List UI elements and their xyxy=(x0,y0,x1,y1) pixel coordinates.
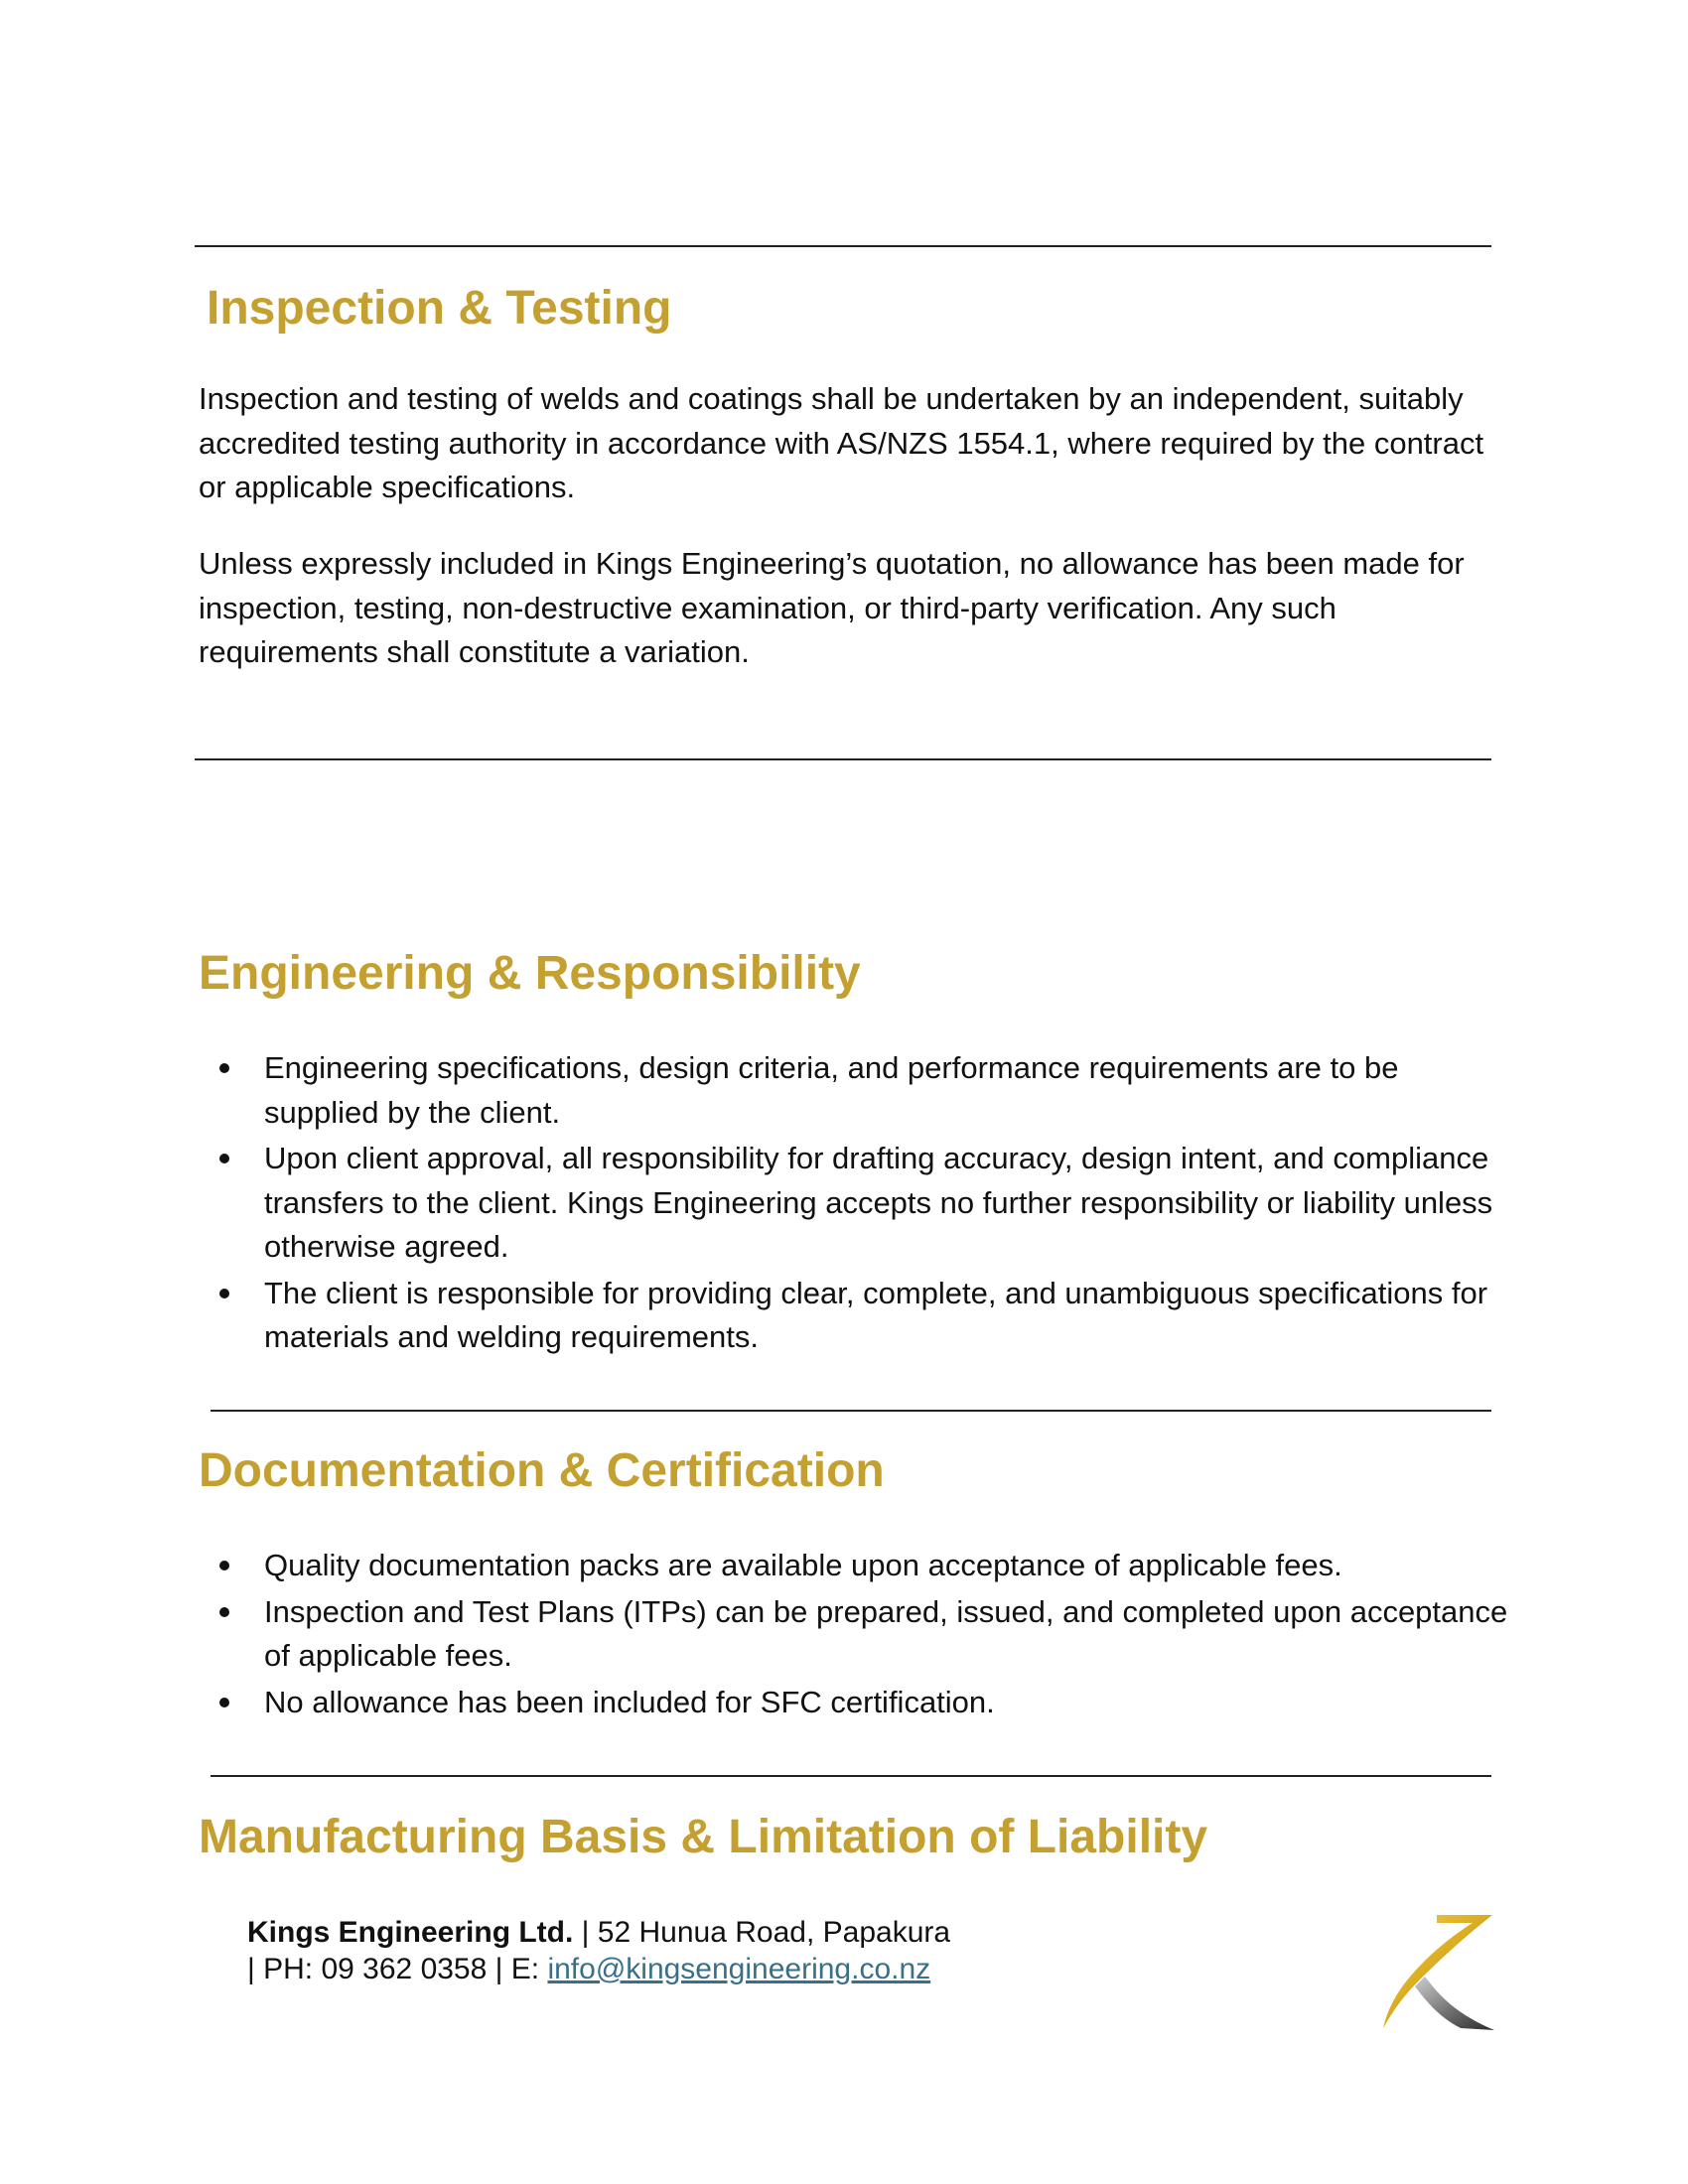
list-item xyxy=(199,1137,1519,1270)
inspection-paragraph-1: Inspection and testing of welds and coatings shall be undertaken by an independent, suitably accredited testing authority in accordance with AS/NZS 1554.1, where required by the contract or applicable specifications. xyxy=(199,381,1484,504)
footer-email-link[interactable]: info@kingsengineering.co.nz xyxy=(547,1953,931,1985)
section-heading-inspection: Inspection & Testing xyxy=(207,282,672,335)
list-item-text: The client is responsible for providing clear, complete, and unambiguous specifications for materials and welding requirements. xyxy=(264,1275,1488,1354)
footer-address: | 52 Hunua Road, Papakura xyxy=(573,1916,951,1949)
documentation-bullet-list xyxy=(199,1544,1519,1726)
list-item xyxy=(199,1272,1519,1360)
footer-company-line xyxy=(247,1915,950,1951)
list-item xyxy=(199,1544,1519,1588)
list-item-text: Inspection and Test Plans (ITPs) can be prepared, issued, and completed upon acceptance of applicable fees. xyxy=(264,1593,1508,1673)
list-item-text: Quality documentation packs are available upon acceptance of applicable fees. xyxy=(264,1548,1342,1582)
divider-after-inspection xyxy=(195,758,1491,760)
divider-after-documentation xyxy=(211,1775,1491,1777)
bullet-icon xyxy=(219,1698,229,1707)
section-heading-documentation: Documentation & Certification xyxy=(199,1444,885,1497)
list-item-text: Upon client approval, all responsibility for drafting accuracy, design intent, and compliance transfers to the client. Kings Engineering accepts no further responsibility or liability unless otherwise agreed. xyxy=(264,1141,1493,1264)
footer-contact-line xyxy=(247,1952,930,1987)
list-item xyxy=(199,1590,1519,1679)
section-heading-engineering: Engineering & Responsibility xyxy=(199,947,861,1000)
list-item-text: No allowance has been included for SFC certification. xyxy=(264,1684,995,1719)
bullet-icon xyxy=(219,1154,229,1163)
inspection-paragraph-2: Unless expressly included in Kings Engineering’s quotation, no allowance has been made for inspection, testing, non-destructive examination, or third-party verification. Any such requirements shall constitute a variation. xyxy=(199,546,1465,669)
footer-phone: | PH: 09 362 0358 | E: xyxy=(247,1953,548,1985)
list-item xyxy=(199,1046,1519,1135)
list-item-text: Engineering specifications, design criteria, and performance requirements are to be supplied by the client. xyxy=(264,1050,1399,1130)
bullet-icon xyxy=(219,1561,229,1570)
kings-engineering-logo-icon xyxy=(1375,1911,1494,2040)
bullet-icon xyxy=(219,1063,229,1073)
bullet-icon xyxy=(219,1607,229,1617)
list-item xyxy=(199,1681,1519,1725)
bullet-icon xyxy=(219,1289,229,1298)
engineering-bullet-list xyxy=(199,1046,1519,1362)
section-heading-manufacturing: Manufacturing Basis & Limitation of Liability xyxy=(199,1811,1208,1863)
footer-company-name: Kings Engineering Ltd. xyxy=(247,1916,574,1949)
divider-top xyxy=(195,245,1491,247)
divider-after-engineering xyxy=(211,1410,1491,1412)
